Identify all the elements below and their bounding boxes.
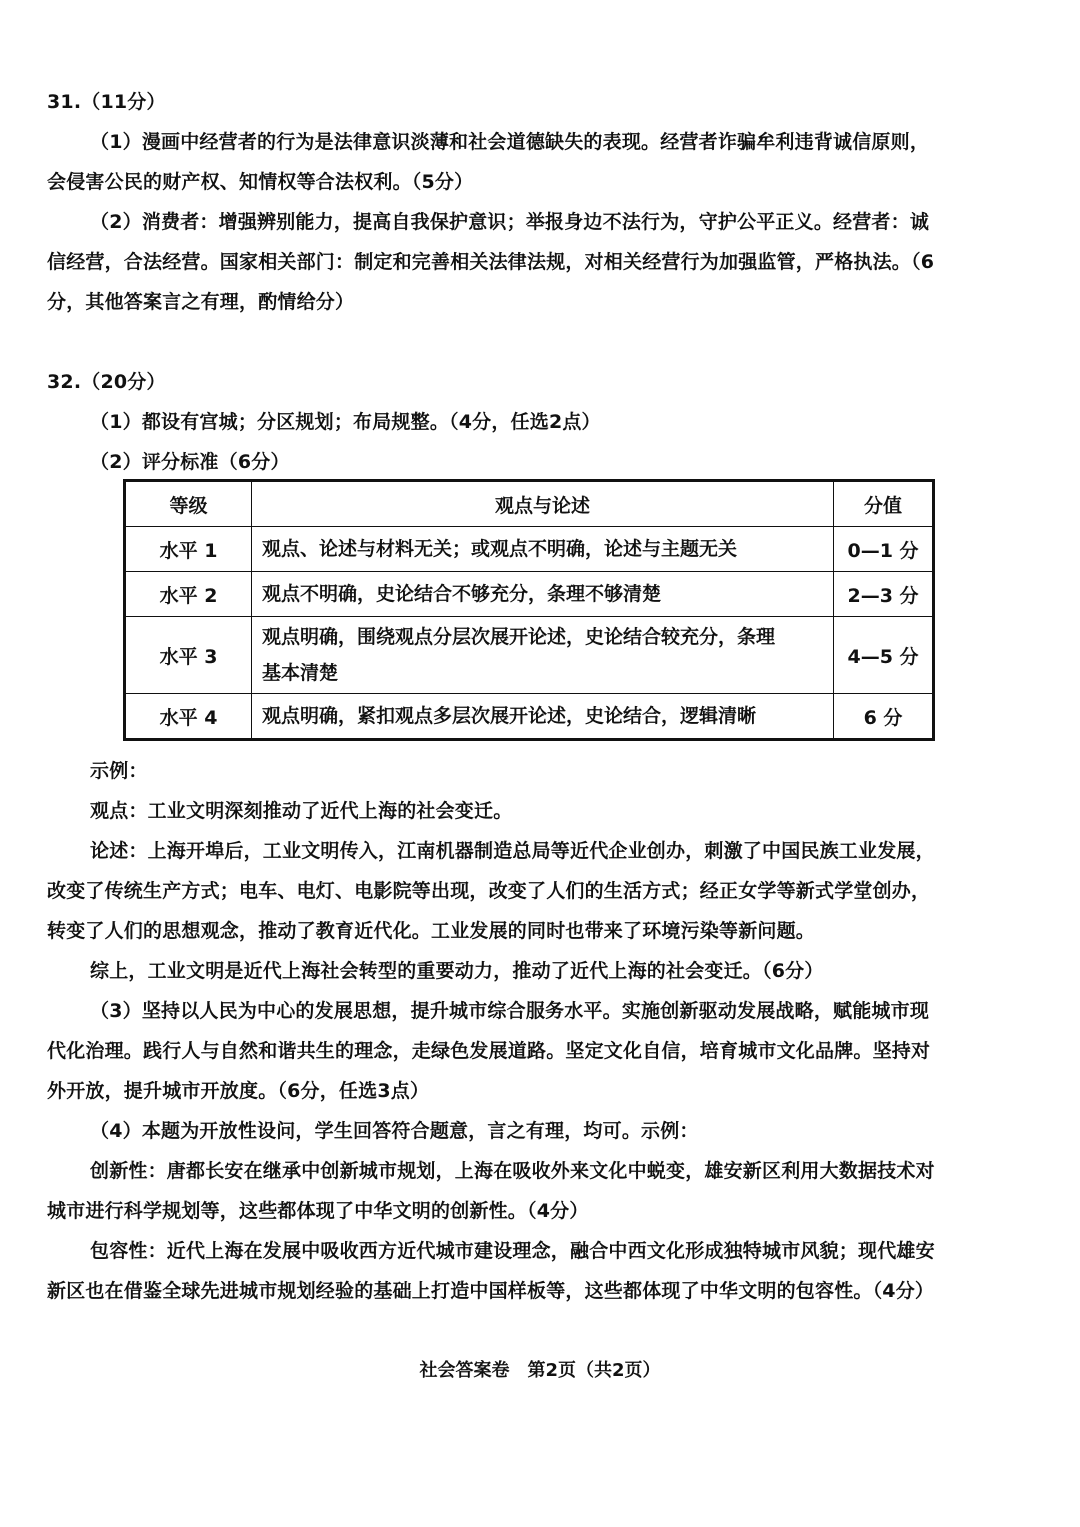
example-label: 示例： bbox=[90, 760, 148, 782]
desc-cell: 观点不明确，史论结合不够充分，条理不够清楚 bbox=[252, 572, 834, 617]
score-cell: 4—5 分 bbox=[834, 617, 934, 694]
q31-part2-line3: 分，其他答案言之有理，酌情给分） bbox=[47, 291, 355, 313]
q31-part1-line2: 会侵害公民的财产权、知情权等合法权利。（5分） bbox=[47, 171, 474, 193]
innovation-line2: 城市进行科学规划等，这些都体现了中华文明的创新性。（4分） bbox=[47, 1200, 589, 1222]
desc-line-1: 观点明确，围绕观点分层次展开论述，史论结合较充分，条理 bbox=[262, 626, 776, 648]
argument-line3: 转变了人们的思想观念，推动了教育近代化。工业发展的同时也带来了环境污染等新问题。 bbox=[47, 920, 816, 942]
summary: 综上，工业文明是近代上海社会转型的重要动力，推动了近代上海的社会变迁。（6分） bbox=[90, 960, 824, 982]
table-row bbox=[125, 694, 934, 740]
table-row bbox=[125, 527, 934, 572]
level-cell: 水平 4 bbox=[125, 694, 252, 740]
table-header-score: 分值 bbox=[834, 481, 934, 527]
viewpoint: 观点：工业文明深刻推动了近代上海的社会变迁。 bbox=[90, 800, 513, 822]
table-header-level: 等级 bbox=[125, 481, 252, 527]
score-cell: 2—3 分 bbox=[834, 572, 934, 617]
q32-part2-title: （2）评分标准（6分） bbox=[90, 451, 290, 473]
q32-part3-line3: 外开放，提升城市开放度。（6分，任选3点） bbox=[47, 1080, 430, 1102]
argument-line1: 论述：上海开埠后，工业文明传入，江南机器制造总局等近代企业创办，刺激了中国民族工业发展， bbox=[90, 840, 935, 862]
scoring-table bbox=[123, 479, 935, 741]
table-header-row bbox=[125, 481, 934, 527]
desc-cell bbox=[252, 617, 834, 694]
q32-part3-line2: 代化治理。践行人与自然和谐共生的理念，走绿色发展道路。坚定文化自信，培育城市文化品牌。坚持对 bbox=[47, 1040, 931, 1062]
q31-part2-line1: （2）消费者：增强辨别能力，提高自我保护意识；举报身边不法行为，守护公平正义。经营者：诚 bbox=[90, 211, 930, 233]
q32-part3-line1: （3）坚持以人民为中心的发展思想，提升城市综合服务水平。实施创新驱动发展战略，赋能城市现 bbox=[90, 1000, 930, 1022]
inclusive-line2: 新区也在借鉴全球先进城市规划经验的基础上打造中国样板等，这些都体现了中华文明的包容性。（4分） bbox=[47, 1280, 935, 1302]
argument-line2: 改变了传统生产方式；电车、电灯、电影院等出现，改变了人们的生活方式；经正女学等新式学堂创办， bbox=[47, 880, 931, 902]
level-cell: 水平 3 bbox=[125, 617, 252, 694]
table-header-desc: 观点与论述 bbox=[252, 481, 834, 527]
score-cell: 0—1 分 bbox=[834, 527, 934, 572]
desc-line-2: 基本清楚 bbox=[262, 662, 339, 684]
inclusive-line1: 包容性：近代上海在发展中吸收西方近代城市建设理念，融合中西文化形成独特城市风貌；现代雄安 bbox=[90, 1240, 935, 1262]
q31-part1-line1: （1）漫画中经营者的行为是法律意识淡薄和社会道德缺失的表现。经营者诈骗牟利违背诚信原则， bbox=[90, 131, 930, 153]
q32-part4: （4）本题为开放性设问，学生回答符合题意，言之有理，均可。示例： bbox=[90, 1120, 699, 1142]
desc-cell: 观点明确，紧扣观点多层次展开论述，史论结合，逻辑清晰 bbox=[252, 694, 834, 740]
q31-part2-line2: 信经营，合法经营。国家相关部门：制定和完善相关法律法规，对相关经营行为加强监管，严格执法。（6 bbox=[47, 251, 935, 273]
level-cell: 水平 1 bbox=[125, 527, 252, 572]
page-footer: 社会答案卷 第2页（共2页） bbox=[419, 1360, 661, 1381]
desc-cell: 观点、论述与材料无关；或观点不明确，论述与主题无关 bbox=[252, 527, 834, 572]
level-cell: 水平 2 bbox=[125, 572, 252, 617]
table-row bbox=[125, 572, 934, 617]
q31-title: 31.（11分） bbox=[47, 91, 166, 113]
score-cell: 6 分 bbox=[834, 694, 934, 740]
table-row bbox=[125, 617, 934, 694]
innovation-line1: 创新性：唐都长安在继承中创新城市规划，上海在吸收外来文化中蜕变，雄安新区利用大数据技术对 bbox=[90, 1160, 935, 1182]
q32-title: 32.（20分） bbox=[47, 371, 166, 393]
q32-part1: （1）都设有宫城；分区规划；布局规整。（4分，任选2点） bbox=[90, 411, 601, 433]
